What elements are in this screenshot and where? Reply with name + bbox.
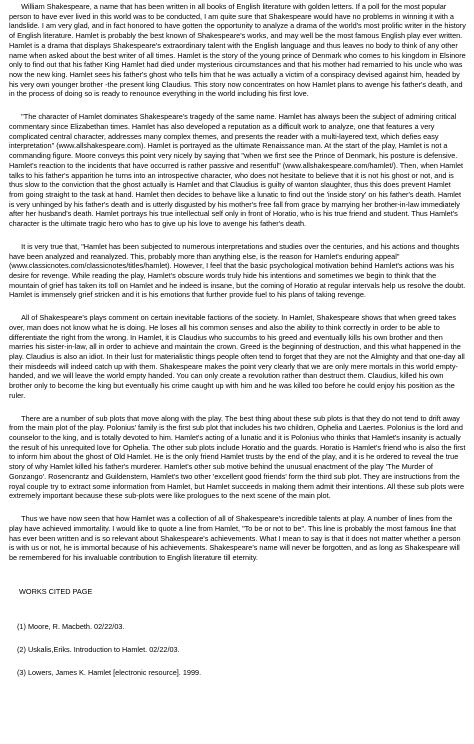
paragraph-subplots: There are a number of sub plots that move along with the play. The best thing about these sub plots is that they do not tend to drift away from the main plot of the play. Polonius' family is the first sub plot that includes his two children, Ophelia and Laertes. Polonius is the lord and counselor to the king, and is totally devoted to him. Hamlet's acting of a lunatic and it is Polonius who thinks that Hamlet's insanity is actually the result of his unrequited love for Ophelia. The other sub plots include Horatio and the guards. Horatio is Hamlet's friend who is also the first to inform him about the ghost of Old Hamlet. He is the only friend Hamlet trusts by the end of the play, and it is he ordered to reveal the true story of why Hamlet killed his father's murderer. Hamlet's other sub motive behind the unusual enactment of the play 'The Murder of Gonzango'. Rosencrantz and Guildenstern, Hamlet's two other 'excellent good friends' form the third sub plot. They are instructions from the royal couple try to extract some information from Hamlet, but Hamlet succeeds in making them admit their intentions. All these sub plots were extremely important because these sub-plots were like prologues to the next scene of the main plot. (9, 413, 468, 501)
paragraph-character: "The character of Hamlet dominates Shakespeare's tragedy of the same name. Hamlet has always been the subject of admiring critical commentary since Elizabethan times. Hamlet has also developed a reputation as a difficult work to analyze, one that features a very complicated central character, addresses many complex themes, and presents the reader with a multi-layered text, which defies easy interpretation" (www.allshakespeare.com). Hamlet is portrayed as the ultimate Renaissance man. At the start of the play, Hamlet is not a commanding figure. Moore conveys this point very nicely by saying that "when we first see the Prince of Denmark, his posture is defensive. Hamlet's reaction to the incidents that have occurred is rather passive and resentful" (www.allshakespeare.com/hamlet/). Then, when Hamlet talks to his father's apparition he turns into an introspective character, who does not hesitate to believe that it is not his ghost or not, and is thus slow to the conviction that the ghost actually is Hamlet and that Claudius is guilty of wanton slaughter, thus this does prevent Hamlet from going straight to the task at hand. Hamlet then decides to behave like a lunatic to find out the 'inside story' on his father's death. Hamlet is very unhinged by his father's death and is utterly disgusted by his mother's free fall from grace by marrying her brother-in-law immediately after her husband's death. Hamlet portrays his true intellectual self only in front of Horatio, who is his true friend and student. Thus Hamlet's character is the ultimate tragic hero who has to give up his love to avenge his father's death. (9, 112, 466, 229)
paragraph-intro: William Shakespeare, a name that has been written in all books of English literature with golden letters. If a poll for the most popular person to have ever lived in this world was to be conducted, I am quite sure that Shakespeare would have no problems in winning it with a landslide. I am very glad, and in fact honored to have gotten the opportunity to analyze a drama of the world's most prolific writer in the history of English literature. Hamlet is probably the best known of Shakespeare's works, and may well be the most famous English play ever written. Hamlet is a drama that displays Shakespeare's extraordinary talent with the English language and thus leaves no body to think of any other name when asked about the best writer of all times. Hamlet is the story of the young prince of Denmark who comes to his kingdom in Elsinore only to find out that his father King Hamlet had died under mysterious circumstances and that his mother had remarried to his uncle who was now the new king. Hamlet sees his father's ghost who tells him that he was actually a victim of a conspiracy devised against him, headed by his very own younger brother -the present king Claudius. This story now concentrates on how Hamlet plans to avenge his father's death, and in the process of doing so is ready to renounce everything in the world including his first love. (9, 2, 468, 99)
paragraph-conclusion: Thus we have now seen that how Hamlet was a collection of all of Shakespeare's incredible talents at play. A number of lines from the play have achieved immortality. I would like to quote a line from Hamlet, "To be or not to be". This line is probably the most famous line that has ever been written and is so relevant about Shakespeare's achievements. What I mean to say is that it does not matter whether a person is with us or not, he is immortal because of his achievements. Shakespeare's name will never be forgotten, and as long as Shakespeare will be remembered for his invaluable contribution to English literature till eternity. (9, 514, 463, 562)
citation-item: (3) Lowers, James K. Hamlet [electronic resource]. 1999. (17, 667, 202, 677)
citation-item: (2) Uskalis,Eriks. Introduction to Hamlet. 02/22/03. (17, 645, 180, 655)
works-cited-heading: WORKS CITED PAGE (19, 586, 93, 596)
citation-item: (1) Moore, R. Macbeth. 02/22/03. (17, 622, 125, 632)
paragraph-greed: All of Shakespeare's plays comment on certain inevitable factions of the society. In Hamlet, Shakespeare shows that when greed takes over, man does not know what he is doing. He loses all his common senses and also the ability to think correctly in order to be able to differentiate the right from the wrong. In Hamlet, it is Claudius who succumbs to his greed and eventually kills his own brother and then marries his sister-in-law, all in order to achieve and maintain the crown. Greed is the beginning of destruction, and this what happened in the play. Claudius is also an idiot. In their lust for materialistic things people often tend to forget that they are not the Almighty and that one-day all their misdeeds will indeed catch up with them. Shakespeare makes the point very clearly that we are only mere mortals in this world empty-handed, and we will leave the world empty handed. You can only create a revolution rather than destruct them. Claudius, killed his own brother only to become the king but eventually his crime caught up with him and he was killed too before he could enjoy his position as the ruler. (9, 313, 467, 400)
paragraph-interpretations: It is very true that, "Hamlet has been subjected to numerous interpretations and studies over the centuries, and his actions and thoughts have been analyzed and reanalyzed. This, probably more than anything else, is the reason for Hamlet's enduring appeal" (www.classicnotes.com/classicnotes/titles/hamlet). However, I feel that the basic psychological motivation behind Hamlet's actions was his desire for revenge. While reading the play, Hamlet's obscure words truly hide his intentions and sometimes we begin to think that the mountain of grief has taken its toll on Hamlet and he indeed is insane, but the coming of Horatio at regular intervals help us resolve the doubt. Hamlet is immensely grief stricken and it is his emotions that further provide fuel to his plans of taking revenge. (9, 241, 468, 300)
